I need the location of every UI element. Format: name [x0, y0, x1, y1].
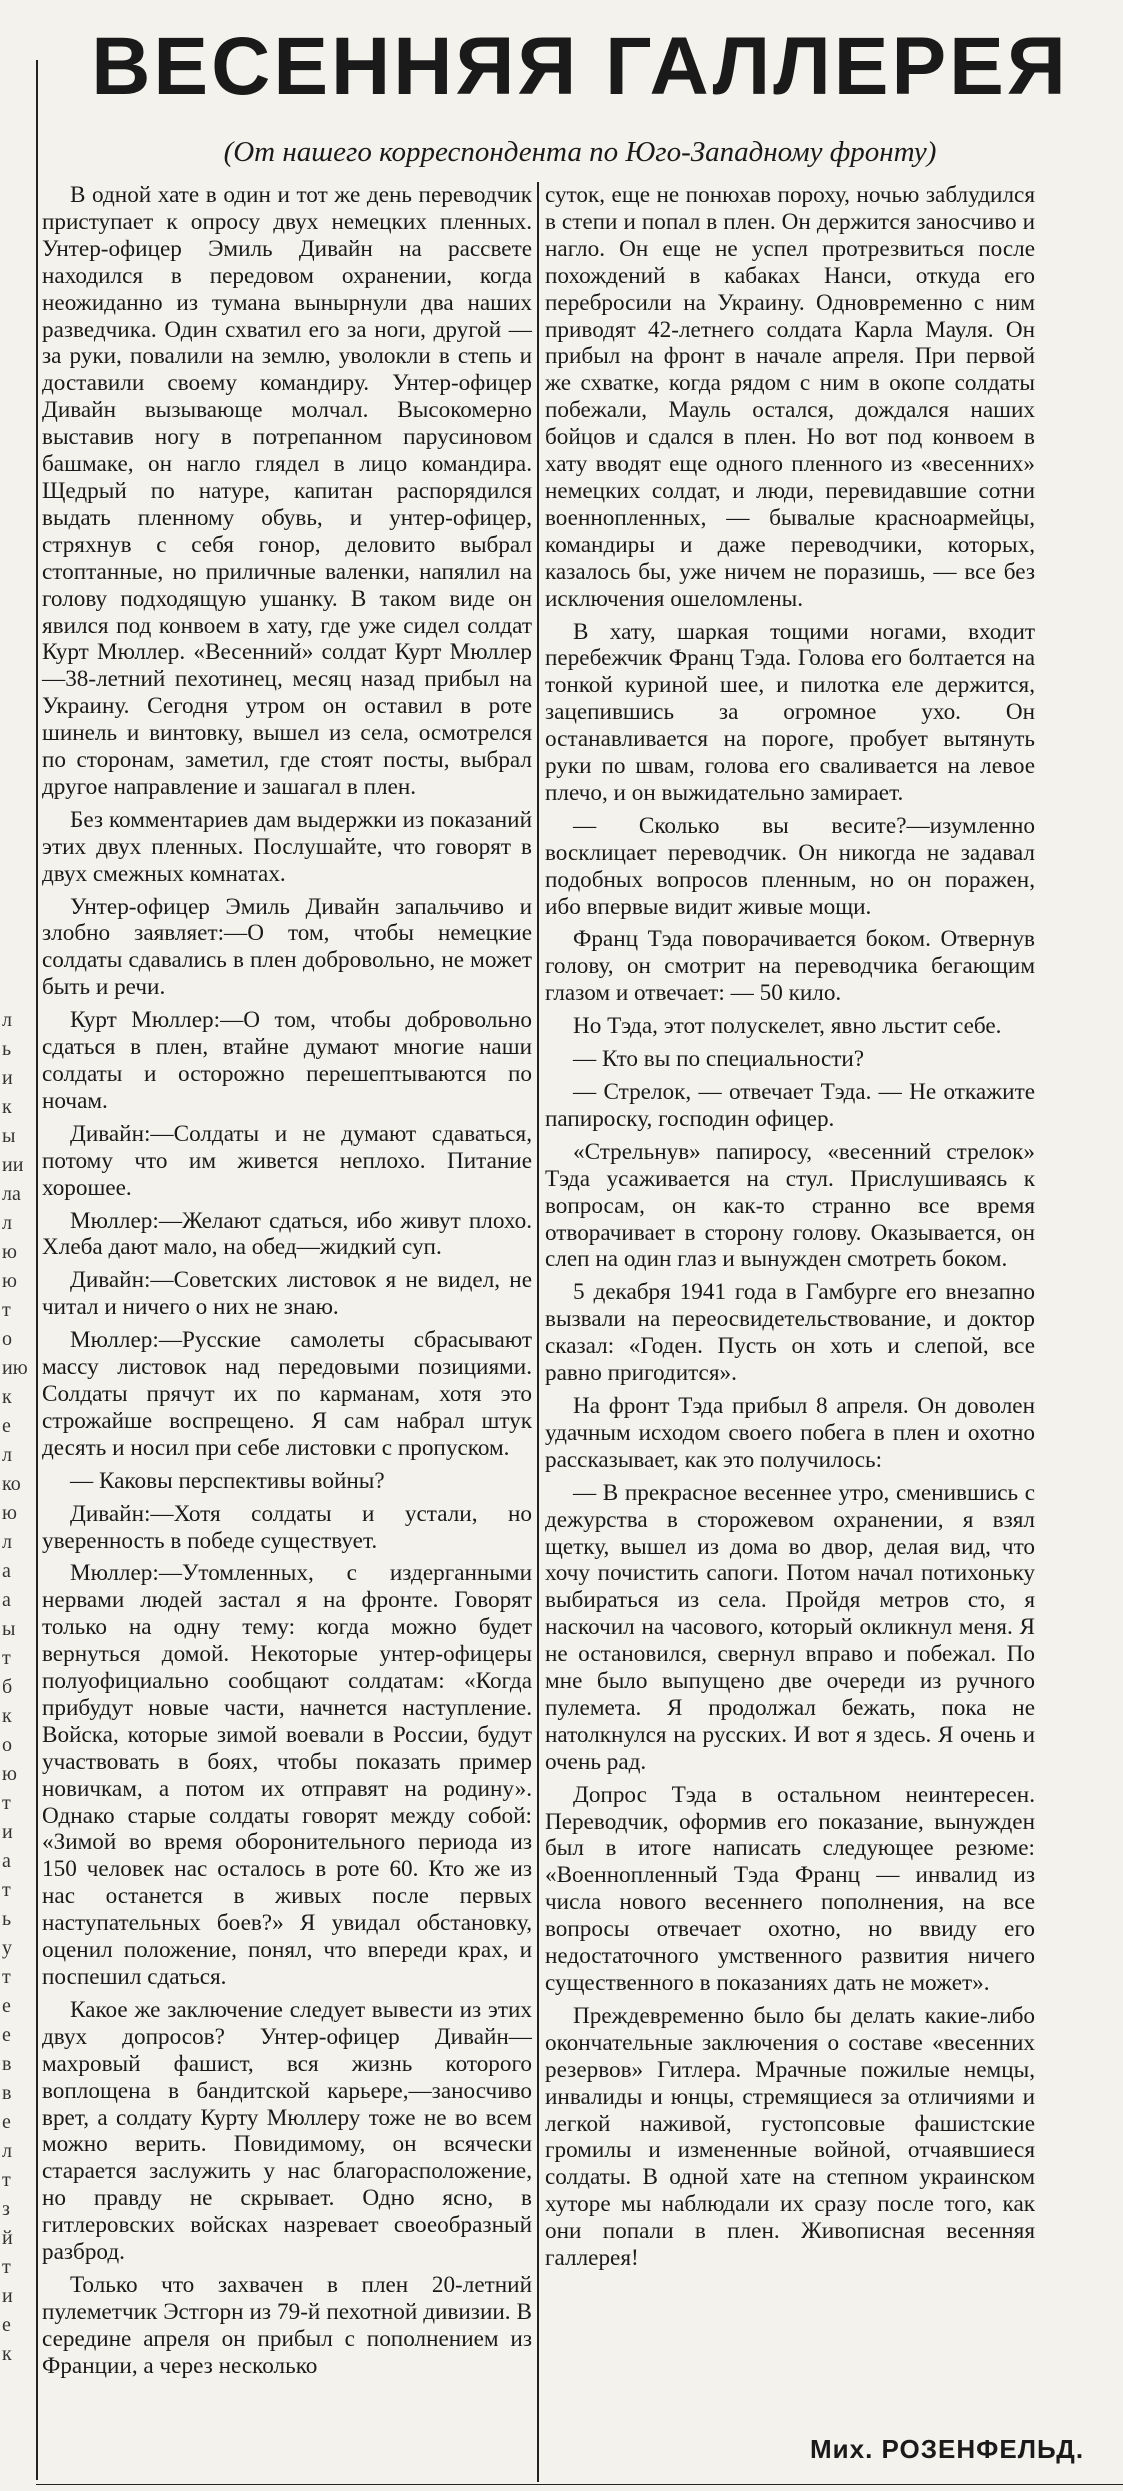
margin-fragment: и [2, 2285, 13, 2307]
article-paragraph: Дивайн:—Солдаты и не думают сдаваться, потому что им живется неплохо. Питание хорошее. [42, 1120, 532, 1201]
margin-fragment: ко [2, 1473, 21, 1495]
margin-fragment: б [2, 1676, 13, 1698]
article-paragraph: Преждевременно было бы делать какие-либо окончательные заключения о составе «весенних резервов» Гитлера. Мрачные пожилые немцы, инвалиды и юнцы, стремящиеся за отличиями и легкой наживой, густопсовые фашистские громилы и измененные войной, отчаявшиеся солдаты. В одной хате на степном украинском хуторе мы наблюдали их сразу после того, как они попали в плен. Живописная весенняя галлерея! [545, 2002, 1035, 2272]
margin-fragment: ы [2, 1618, 16, 1640]
margin-fragment: и [2, 1067, 13, 1089]
article-paragraph: Курт Мюллер:—О том, чтобы добровольно сдаться в плен, втайне думают многие наши солдаты и осторожно перешептываются по ночам. [42, 1007, 532, 1114]
margin-fragment: е [2, 2314, 11, 2336]
article-byline: (От нашего корреспондента по Юго-Западному фронту) [223, 136, 937, 168]
article-paragraph: — В прекрасное весеннее утро, сменившись с дежурства в сторожевом охранении, я взял щетку, вышел из дома во двор, делая вид, что хочу почистить сапоги. Потом начал потихоньку выбираться из села. Пройдя метров сто, я наскочил на часового, который окликнул меня. Я не остановился, свернул вправо и побежал. По мне было выпущено две очереди из ручного пулемета. Я продолжал бежать, пока не натолкнулся на русских. И вот я здесь. Я очень и очень рад. [545, 1479, 1035, 1775]
margin-fragment: о [2, 1328, 12, 1350]
article-paragraph: Какое же заключение следует вывести из этих двух допросов? Унтер-офицер Дивайн—махровый фашист, вся жизнь которого воплощена в бандитской карьере,—заносчиво врет, а солдату Курту Мюллеру тоже не во всем можно верить. Повидимому, он всячески старается заслужить у нас благорасположение, но правду не скрывает. Одно ясно, в гитлеровских войсках назревает своеобразный разброд. [42, 1996, 532, 2266]
article-paragraph: Дивайн:—Хотя солдаты и устали, но уверенность в победе существует. [42, 1500, 532, 1554]
margin-fragment: и [2, 1821, 13, 1843]
margin-fragment: ию [2, 1357, 28, 1379]
margin-fragment: к [2, 2343, 12, 2365]
article-paragraph: В хату, шаркая тощими ногами, входит перебежчик Франц Тэда. Голова его болтается на тонкой куриной шее, и пилотка еле держится, зацепившись за огромное ухо. Он останавливается на пороге, пробует вытянуть руки по швам, голова его сваливается на левое плечо, и он выжидательно замирает. [545, 618, 1035, 806]
adjacent-column-fragment [0, 0, 36, 2491]
article-paragraph: Мюллер:—Русские самолеты сбрасывают массу листовок над передовыми позициями. Солдаты прячут их по карманам, хотя это строжайше воспрещено. Я сам набрал штук десять и носил при себе листовки с пропуском. [42, 1327, 532, 1461]
article-paragraph: В одной хате в один и тот же день переводчик приступает к опросу двух немецких пленных. Унтер-офицер Эмиль Дивайн на рассвете находился в передовом охранении, когда неожиданно из тумана вынырнули два наших разведчика. Один схватил его за ноги, другой — за руки, повалили на землю, уволокли в степь и доставили своему командиру. Унтер-офицер Дивайн вызывающе молчал. Высокомерно выставив ногу в потрепанном парусиновом башмаке, он нагло глядел в лицо командира. Щедрый по натуре, капитан распорядился выдать пленному обувь, и унтер-офицер, стряхнув с себя гонор, деловито выбрал стоптанные, но приличные валенки, напялил на голову подходящую ушанку. В таком виде он явился под конвоем в хату, где уже сидел солдат Курт Мюллер. «Весенний» солдат Курт Мюллер—38-летний пехотинец, месяц назад прибыл на Украину. Сегодня утром он оставил в роте шинель и винтовку, вышел из села, осмотрелся по сторонам, заметил, где стоят посты, выбрал другое направление и зашагал в плен. [42, 182, 532, 800]
margin-fragment: ла [2, 1183, 21, 1205]
author-signature: Мих. РОЗЕНФЕЛЬД. [810, 2434, 1085, 2464]
article-paragraph: Но Тэда, этот полускелет, явно льстит себе. [573, 1013, 1002, 1040]
margin-fragment: о [2, 1734, 12, 1756]
margin-fragment: ь [2, 1908, 12, 1930]
margin-fragment: е [2, 1995, 11, 2017]
article-paragraph: Дивайн:—Советских листовок я не видел, не читал и ничего о них не знаю. [42, 1267, 532, 1321]
margin-fragment: л [2, 1212, 12, 1234]
article-paragraph: суток, еще не понюхав пороху, ночью заблудился в степи и попал в плен. Он держится заносчиво и нагло. Он еще не успел протрезвиться после похождений в кабаках Нанси, откуда его перебросили на Украину. Одновременно с ним приводят 42-летнего солдата Карла Мауля. Он прибыл на фронт в начале апреля. При первой же схватке, когда рядом с ним в окопе солдаты побежали, Мауль остался, дождался наших бойцов и сдался в плен. Но вот под конвоем в хату вводят еще одного пленного из «весенних» немецких солдат, и люди, перевидавшие сотни военнопленных, — бывалые красноармейцы, командиры и даже переводчики, которых, казалось бы, уже ничем не поразишь, — все без исключения ошеломлены. [545, 182, 1035, 612]
article-paragraph: Только что захвачен в плен 20-летний пулеметчик Эстгорн из 79-й пехотной дивизии. В середине апреля он прибыл с пополнением из Франции, а через несколько [42, 2271, 532, 2379]
column-rule-middle [537, 182, 539, 2482]
article-paragraph: «Стрельнув» папиросу, «весенний стрелок» Тэда усаживается на стул. Прислушиваясь к вопросам, он как-то странно все время отворачивает в сторону голову. Оказывается, он слеп на один глаз и вынужден смотреть боком. [545, 1138, 1035, 1273]
article-paragraph: — Стрелок, — отвечает Тэда. — Не откажите папироску, господин офицер. [545, 1079, 1035, 1132]
margin-fragment: ю [2, 1241, 17, 1263]
article-paragraph: — Сколько вы весите?—изумленно восклицает переводчик. Он никогда не задавал подобных вопросов пленным, но он поражен, ибо впервые видит живые мощи. [545, 812, 1035, 920]
margin-fragment: ю [2, 1502, 17, 1524]
article-column-2 [545, 182, 1035, 2278]
margin-fragment: т [2, 1966, 11, 1988]
margin-fragment: ы [2, 1125, 16, 1147]
article-paragraph: — Каковы перспективы войны? [70, 1467, 385, 1494]
article-paragraph: Без комментариев дам выдержки из показаний этих двух пленных. Послушайте, что говорят в двух смежных комнатах. [42, 806, 532, 887]
margin-fragment: в [2, 2053, 12, 2075]
article-paragraph: Допрос Тэда в остальном неинтересен. Переводчик, оформив его показание, вынужден был в итоге написать следующее резюме: «Военнопленный Тэда Франц — инвалид из числа нового весеннего пополнения, на все вопросы отвечает охотно, но ввиду его недостаточного умственного развития ничего существенного в показаниях дать не может». [545, 1781, 1035, 1996]
margin-fragment: т [2, 1792, 11, 1814]
margin-fragment: т [2, 2169, 11, 2191]
margin-fragment: ии [2, 1154, 24, 1176]
margin-fragment: а [2, 1560, 11, 1582]
margin-fragment: й [2, 2227, 13, 2249]
margin-fragment: т [2, 1299, 11, 1321]
margin-fragment: к [2, 1705, 12, 1727]
margin-fragment: л [2, 1009, 12, 1031]
margin-fragment: а [2, 1589, 11, 1611]
article-paragraph: Мюллер:—Желают сдаться, ибо живут плохо. Хлеба дают мало, на обед—жидкий суп. [42, 1207, 532, 1261]
margin-fragment: л [2, 1531, 12, 1553]
margin-fragment: е [2, 2111, 11, 2133]
article-column-1 [42, 182, 532, 2386]
article-paragraph: Франц Тэда поворачивается боком. Отвернув голову, он смотрит на переводчика бегающим глазом и отвечает: — 50 кило. [545, 926, 1035, 1007]
margin-fragment: л [2, 2140, 12, 2162]
margin-fragment: е [2, 2024, 11, 2046]
margin-fragment: у [2, 1937, 12, 1959]
margin-fragment: т [2, 1647, 11, 1669]
margin-fragment: ю [2, 1270, 17, 1292]
margin-fragment: т [2, 1879, 11, 1901]
margin-fragment: з [2, 2198, 10, 2220]
article-headline: ВЕСЕННЯЯ ГАЛЛЕРЕЯ [91, 21, 1069, 112]
margin-fragment: т [2, 2256, 11, 2278]
article-paragraph: На фронт Тэда прибыл 8 апреля. Он доволен удачным исходом своего побега в плен и охотно рассказывает, как это получилось: [545, 1392, 1035, 1473]
column-rule-left [36, 60, 38, 2480]
bottom-rule [36, 2484, 1123, 2485]
article-paragraph: Мюллер:—Утомленных, с издерганными нервами людей застал я на фронте. Говорят только на одну тему: когда можно будет вернуться домой. Некоторые унтер-офицеры полуофициально сообщают солдатам: «Когда прибудут новые части, начнется наступление. Войска, которые зимой воевали в России, будут участвовать в боях, чтобы показать пример новичкам, а потом их отправят на родину». Однако старые солдаты говорят между собой: «Зимой во время оборонительного периода из 150 человек нас осталось в роте 60. Кто же из нас останется в живых после первых наступательных боев?» Я увидал обстановку, оценил положение, понял, что впереди крах, и поспешил сдаться. [42, 1560, 532, 1990]
article-paragraph: Унтер-офицер Эмиль Дивайн запальчиво и злобно заявляет:—О том, чтобы немецкие солдаты сдавались в плен добровольно, не может быть и речи. [42, 893, 532, 1001]
article-paragraph: — Кто вы по специальности? [573, 1046, 865, 1073]
margin-fragment: в [2, 2082, 12, 2104]
margin-fragment: а [2, 1850, 11, 1872]
margin-fragment: к [2, 1096, 12, 1118]
article-paragraph: 5 декабря 1941 года в Гамбурге его внезапно вызвали на переосвидетельствование, и доктор сказал: «Годен. Пусть он хоть и слепой, все равно пригодится». [545, 1279, 1035, 1387]
margin-fragment: л [2, 1444, 12, 1466]
margin-fragment: к [2, 1386, 12, 1408]
margin-fragment: ю [2, 1763, 17, 1785]
margin-fragment: е [2, 1415, 11, 1437]
margin-fragment: ь [2, 1038, 12, 1060]
